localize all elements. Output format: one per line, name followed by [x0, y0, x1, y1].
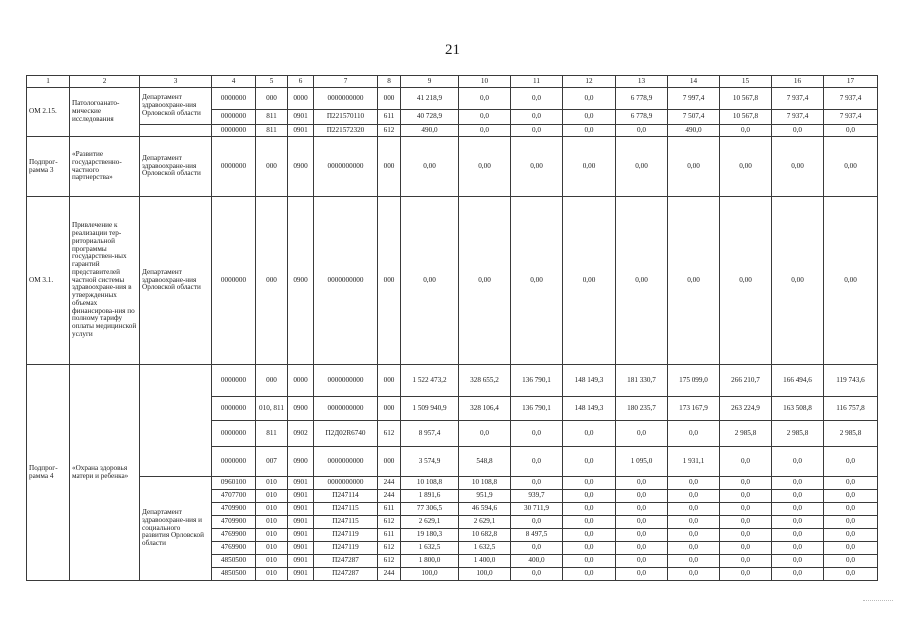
value-cell: 0,0	[720, 447, 772, 477]
value-cell: 0901	[288, 477, 314, 490]
value-cell: П2Д02R6740	[314, 421, 378, 447]
value-cell: 0,0	[511, 447, 563, 477]
value-cell: П247115	[314, 516, 378, 529]
value-cell: 10 567,8	[720, 88, 772, 110]
value-cell: 0,0	[668, 477, 720, 490]
column-number: 8	[378, 76, 401, 88]
value-cell: 0000000000	[314, 365, 378, 397]
value-cell: П247119	[314, 542, 378, 555]
value-cell: 0000000	[212, 88, 256, 110]
value-cell: 0,0	[459, 421, 511, 447]
value-cell: 0000000	[212, 421, 256, 447]
value-cell: 490,0	[668, 125, 720, 137]
column-number: 15	[720, 76, 772, 88]
value-cell: 0,0	[772, 568, 824, 581]
value-cell: 100,0	[401, 568, 459, 581]
value-cell: 148 149,3	[563, 365, 616, 397]
value-cell: 0,0	[511, 88, 563, 110]
column-number-row	[27, 76, 878, 88]
column-number: 14	[668, 76, 720, 88]
page-number: 21	[445, 42, 460, 58]
value-cell: 0,0	[563, 555, 616, 568]
value-cell: 007	[256, 447, 288, 477]
value-cell: 0,0	[511, 125, 563, 137]
value-cell: 951,9	[459, 490, 511, 503]
value-cell: 0960100	[212, 477, 256, 490]
value-cell: 244	[378, 568, 401, 581]
value-cell: 0,0	[459, 88, 511, 110]
value-cell: 1 931,1	[668, 447, 720, 477]
executor-name: Департамент здравоохране-ния Орловской области	[140, 197, 212, 365]
value-cell: 010	[256, 516, 288, 529]
value-cell: 4850500	[212, 555, 256, 568]
value-cell: 3 574,9	[401, 447, 459, 477]
value-cell: 7 937,4	[824, 88, 878, 110]
value-cell: 0901	[288, 110, 314, 125]
value-cell: 0,0	[511, 110, 563, 125]
value-cell: 10 682,8	[459, 529, 511, 542]
value-cell: 7 997,4	[668, 88, 720, 110]
value-cell: 0,0	[616, 568, 668, 581]
value-cell: 0000000	[212, 125, 256, 137]
value-cell: 119 743,6	[824, 365, 878, 397]
value-cell: П221572320	[314, 125, 378, 137]
value-cell: 0,0	[772, 490, 824, 503]
value-cell: 0,0	[824, 542, 878, 555]
value-cell: 0,00	[563, 137, 616, 197]
value-cell: 0901	[288, 568, 314, 581]
value-cell: 010	[256, 555, 288, 568]
scan-artifact	[863, 600, 893, 602]
value-cell: 0902	[288, 421, 314, 447]
value-cell: 000	[378, 197, 401, 365]
item-name: Патологоанато-мические исследования	[70, 88, 140, 137]
item-code: ОМ 3.1.	[27, 197, 70, 365]
value-cell: 244	[378, 477, 401, 490]
value-cell: 0000000	[212, 197, 256, 365]
value-cell: 0,0	[616, 529, 668, 542]
value-cell: 19 180,3	[401, 529, 459, 542]
value-cell: 0,0	[616, 490, 668, 503]
value-cell: 10 108,8	[401, 477, 459, 490]
value-cell: 1 800,0	[401, 555, 459, 568]
value-cell: 8 957,4	[401, 421, 459, 447]
value-cell: 0,00	[616, 197, 668, 365]
value-cell: 0,00	[563, 197, 616, 365]
value-cell: 0,0	[824, 477, 878, 490]
value-cell: П247119	[314, 529, 378, 542]
column-number: 17	[824, 76, 878, 88]
value-cell: 939,7	[511, 490, 563, 503]
value-cell: 0,0	[772, 542, 824, 555]
value-cell: 0,0	[772, 503, 824, 516]
value-cell: 490,0	[401, 125, 459, 137]
value-cell: 0900	[288, 397, 314, 421]
value-cell: 0,0	[772, 555, 824, 568]
value-cell: 0000000000	[314, 88, 378, 110]
column-number: 10	[459, 76, 511, 88]
value-cell: 0,0	[772, 477, 824, 490]
value-cell: 0,0	[616, 477, 668, 490]
column-number: 1	[27, 76, 70, 88]
value-cell: 0,0	[668, 568, 720, 581]
column-number: 13	[616, 76, 668, 88]
value-cell: 6 778,9	[616, 110, 668, 125]
value-cell: 0,0	[563, 125, 616, 137]
value-cell: 0,0	[772, 125, 824, 137]
value-cell: 328 655,2	[459, 365, 511, 397]
value-cell: 000	[256, 88, 288, 110]
value-cell: 0,0	[563, 542, 616, 555]
value-cell: 4769900	[212, 542, 256, 555]
table-row	[27, 365, 878, 397]
subprogram-code: Подпрог-рамма 4	[27, 365, 70, 581]
value-cell: 0,0	[772, 447, 824, 477]
value-cell: 000	[378, 447, 401, 477]
value-cell: 30 711,9	[511, 503, 563, 516]
value-cell: 1 095,0	[616, 447, 668, 477]
value-cell: 77 306,5	[401, 503, 459, 516]
value-cell: 0,00	[511, 137, 563, 197]
column-number: 9	[401, 76, 459, 88]
value-cell: 811	[256, 421, 288, 447]
value-cell: 0000000000	[314, 397, 378, 421]
value-cell: 0,00	[401, 137, 459, 197]
value-cell: 8 497,5	[511, 529, 563, 542]
value-cell: 0,00	[772, 137, 824, 197]
column-number: 5	[256, 76, 288, 88]
value-cell: 7 937,4	[772, 88, 824, 110]
value-cell: 548,8	[459, 447, 511, 477]
value-cell: 7 507,4	[668, 110, 720, 125]
value-cell: 0,00	[668, 137, 720, 197]
value-cell: 7 937,4	[772, 110, 824, 125]
column-number: 11	[511, 76, 563, 88]
value-cell: 0,0	[616, 421, 668, 447]
value-cell: 173 167,9	[668, 397, 720, 421]
value-cell: П221570110	[314, 110, 378, 125]
value-cell: 0900	[288, 447, 314, 477]
value-cell: 0,0	[459, 125, 511, 137]
value-cell: 0,0	[824, 125, 878, 137]
value-cell: 0000000	[212, 447, 256, 477]
value-cell: 0,0	[668, 529, 720, 542]
executor-name: Департамент здравоохране-ния Орловской области	[140, 88, 212, 125]
value-cell: 0000000000	[314, 137, 378, 197]
value-cell: 0,0	[563, 529, 616, 542]
value-cell: 4850500	[212, 568, 256, 581]
value-cell: 0,00	[459, 137, 511, 197]
value-cell: 000	[256, 197, 288, 365]
table-row	[27, 137, 878, 197]
value-cell: 811	[256, 125, 288, 137]
value-cell: 46 594,6	[459, 503, 511, 516]
value-cell: 000	[378, 137, 401, 197]
value-cell: 0,0	[616, 555, 668, 568]
value-cell: 000	[256, 365, 288, 397]
value-cell: 0,0	[616, 503, 668, 516]
value-cell: 000	[378, 397, 401, 421]
value-cell: 0,0	[824, 529, 878, 542]
value-cell: 2 985,8	[824, 421, 878, 447]
value-cell: 611	[378, 529, 401, 542]
value-cell: 263 224,9	[720, 397, 772, 421]
value-cell: 0901	[288, 490, 314, 503]
column-number: 4	[212, 76, 256, 88]
value-cell: 0901	[288, 503, 314, 516]
value-cell: 0901	[288, 529, 314, 542]
value-cell: 0000000000	[314, 447, 378, 477]
value-cell: 10 567,8	[720, 110, 772, 125]
value-cell: 7 937,4	[824, 110, 878, 125]
value-cell: 0,0	[616, 542, 668, 555]
value-cell: 010	[256, 568, 288, 581]
value-cell: П247287	[314, 568, 378, 581]
subprogram-name: «Развитие государственно-частного партнерства»	[70, 137, 140, 197]
value-cell: 2 985,8	[772, 421, 824, 447]
value-cell: 0000000	[212, 365, 256, 397]
value-cell: 0,0	[511, 477, 563, 490]
value-cell: 0,00	[824, 137, 878, 197]
value-cell: 0901	[288, 555, 314, 568]
value-cell: 0,0	[772, 529, 824, 542]
value-cell: 0901	[288, 516, 314, 529]
value-cell: 136 790,1	[511, 365, 563, 397]
value-cell: 0,0	[720, 542, 772, 555]
value-cell: 1 632,5	[459, 542, 511, 555]
value-cell: 0,0	[824, 568, 878, 581]
value-cell: 612	[378, 555, 401, 568]
value-cell: 0,0	[720, 477, 772, 490]
value-cell: 148 149,3	[563, 397, 616, 421]
value-cell: 116 757,8	[824, 397, 878, 421]
subprogram-name: «Охрана здоровья матери и ребенка»	[70, 365, 140, 581]
value-cell: 4709900	[212, 503, 256, 516]
value-cell: 0,0	[563, 490, 616, 503]
value-cell: 0,0	[824, 555, 878, 568]
value-cell: 0,0	[824, 490, 878, 503]
value-cell: 10 108,8	[459, 477, 511, 490]
value-cell: 0,0	[720, 125, 772, 137]
value-cell: 0000000	[212, 137, 256, 197]
value-cell: 010	[256, 503, 288, 516]
executor-name: Департамент здравоохране-ния и социального развития Орловской области	[140, 477, 212, 581]
value-cell: 811	[256, 110, 288, 125]
value-cell: 0,0	[720, 568, 772, 581]
value-cell: 0,0	[720, 555, 772, 568]
value-cell: 0,0	[511, 516, 563, 529]
value-cell: 181 330,7	[616, 365, 668, 397]
value-cell: 0,0	[668, 421, 720, 447]
value-cell: 0,0	[720, 516, 772, 529]
value-cell: 010, 811	[256, 397, 288, 421]
value-cell: 180 235,7	[616, 397, 668, 421]
value-cell: 136 790,1	[511, 397, 563, 421]
value-cell: 100,0	[459, 568, 511, 581]
column-number: 16	[772, 76, 824, 88]
value-cell: 0,0	[563, 568, 616, 581]
value-cell: 0,00	[720, 197, 772, 365]
value-cell: 0,0	[563, 447, 616, 477]
value-cell: П247115	[314, 503, 378, 516]
column-number: 6	[288, 76, 314, 88]
value-cell: 0,0	[563, 516, 616, 529]
value-cell: 328 106,4	[459, 397, 511, 421]
value-cell: 0,0	[563, 421, 616, 447]
value-cell: 0901	[288, 125, 314, 137]
value-cell: 175 099,0	[668, 365, 720, 397]
value-cell: 0000000	[212, 397, 256, 421]
empty-cell	[140, 365, 212, 477]
value-cell: 611	[378, 110, 401, 125]
value-cell: 0,0	[511, 568, 563, 581]
value-cell: 010	[256, 477, 288, 490]
value-cell: 0,0	[720, 490, 772, 503]
value-cell: 612	[378, 542, 401, 555]
value-cell: 0,0	[616, 125, 668, 137]
column-number: 7	[314, 76, 378, 88]
value-cell: 000	[378, 88, 401, 110]
value-cell: 0000	[288, 88, 314, 110]
value-cell: П247114	[314, 490, 378, 503]
value-cell: 1 509 940,9	[401, 397, 459, 421]
table-row	[27, 88, 878, 110]
value-cell: 0,00	[668, 197, 720, 365]
value-cell: 0000	[288, 365, 314, 397]
value-cell: 4709900	[212, 516, 256, 529]
value-cell: 0,00	[616, 137, 668, 197]
value-cell: 010	[256, 490, 288, 503]
value-cell: 0,0	[824, 516, 878, 529]
value-cell: 612	[378, 125, 401, 137]
value-cell: 4707700	[212, 490, 256, 503]
value-cell: 0,0	[563, 477, 616, 490]
value-cell: 010	[256, 542, 288, 555]
budget-table	[26, 75, 878, 581]
value-cell: 266 210,7	[720, 365, 772, 397]
value-cell: 244	[378, 490, 401, 503]
value-cell: 0000000	[212, 110, 256, 125]
column-number: 12	[563, 76, 616, 88]
value-cell: 0,0	[668, 503, 720, 516]
value-cell: 2 629,1	[459, 516, 511, 529]
value-cell: 000	[256, 137, 288, 197]
value-cell: 0,00	[720, 137, 772, 197]
value-cell: 0,0	[668, 490, 720, 503]
value-cell: 0,00	[401, 197, 459, 365]
value-cell: 0,0	[668, 555, 720, 568]
value-cell: 0,00	[459, 197, 511, 365]
table-row	[27, 477, 878, 490]
value-cell: 0,0	[511, 421, 563, 447]
value-cell: 0900	[288, 137, 314, 197]
value-cell: 0,0	[459, 110, 511, 125]
value-cell: 611	[378, 503, 401, 516]
value-cell: 1 400,0	[459, 555, 511, 568]
value-cell: 0,00	[772, 197, 824, 365]
table-row	[27, 197, 878, 365]
value-cell: 612	[378, 516, 401, 529]
value-cell: 0,0	[720, 503, 772, 516]
item-name: Привлечение к реализации тер-риториальной программы государствен-ных гарантий представителей частной системы здравоохране-ния в утвержденных объемах финансирова-ния по полному тарифу оплаты медицинской услуги	[70, 197, 140, 365]
value-cell: 0901	[288, 542, 314, 555]
value-cell: 166 494,6	[772, 365, 824, 397]
value-cell: 0,0	[616, 516, 668, 529]
value-cell: 1 522 473,2	[401, 365, 459, 397]
value-cell: 0,0	[668, 542, 720, 555]
value-cell: 163 508,8	[772, 397, 824, 421]
subprogram-code: Подпрог-рамма 3	[27, 137, 70, 197]
value-cell: 1 891,6	[401, 490, 459, 503]
value-cell: 0,0	[668, 516, 720, 529]
value-cell: 000	[378, 365, 401, 397]
value-cell: 0,0	[511, 542, 563, 555]
value-cell: 0900	[288, 197, 314, 365]
value-cell: 0,0	[824, 447, 878, 477]
value-cell: 0,0	[563, 110, 616, 125]
value-cell: 41 218,9	[401, 88, 459, 110]
value-cell: 0,00	[824, 197, 878, 365]
value-cell: 010	[256, 529, 288, 542]
value-cell: 0,00	[511, 197, 563, 365]
value-cell: 0000000000	[314, 477, 378, 490]
value-cell: 40 728,9	[401, 110, 459, 125]
value-cell: 6 778,9	[616, 88, 668, 110]
value-cell: 2 629,1	[401, 516, 459, 529]
table-row	[27, 125, 878, 137]
value-cell: 2 985,8	[720, 421, 772, 447]
executor-name: Департамент здравоохране-ния Орловской области	[140, 137, 212, 197]
value-cell: 1 632,5	[401, 542, 459, 555]
value-cell: П247287	[314, 555, 378, 568]
value-cell: 0,0	[772, 516, 824, 529]
value-cell: 0000000000	[314, 197, 378, 365]
value-cell: 612	[378, 421, 401, 447]
column-number: 2	[70, 76, 140, 88]
value-cell: 400,0	[511, 555, 563, 568]
item-code: ОМ 2.15.	[27, 88, 70, 137]
column-number: 3	[140, 76, 212, 88]
value-cell: 0,0	[824, 503, 878, 516]
value-cell: 0,0	[563, 503, 616, 516]
value-cell: 0,0	[720, 529, 772, 542]
value-cell: 0,0	[563, 88, 616, 110]
value-cell: 4769900	[212, 529, 256, 542]
empty-cell	[140, 125, 212, 137]
